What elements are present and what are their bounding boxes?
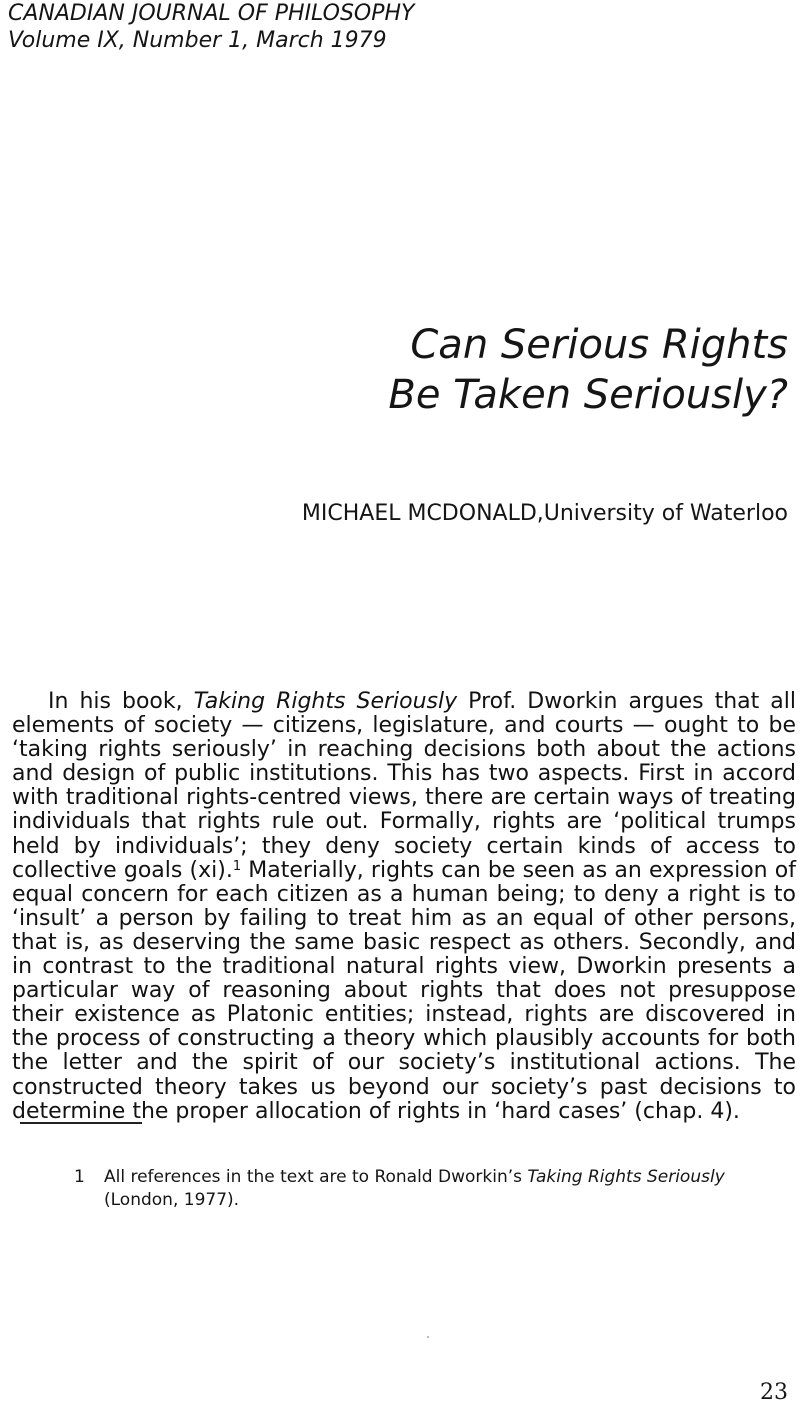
footnote-number: 1 <box>74 1167 85 1187</box>
paragraph-text: Materially, rights can be seen as an expression of equal concern for each citizen as a human being; to deny a right is to ‘insult’ a person by failing to treat him as an equal of other persons, that is, as deserving the same basic respect as others. Secondly, and in contrast to the traditional natural rights view, Dworkin presents a particular way of reasoning about rights that does not presuppose their existence as Platonic entities; instead, rights are discovered in the process of constructing a theory which plausibly accounts for both the letter and the spirit of our society’s institutional actions. The constructed theory takes us beyond our society’s past decisions to determine the proper allocation of rights in ‘hard cases’ (chap. 4). <box>12 857 796 1124</box>
paragraph-1 <box>12 690 796 1124</box>
article-title-line-1: Can Serious Rights <box>410 322 788 368</box>
paragraph-text: Prof. Dworkin argues that all elements of society — citizens, legislature, and courts — ought to be ‘taking rights seriously’ in reaching decisions both about the actions and design of public institutions. This has two aspects. First in accord with traditional rights-centred views, there are certain ways of treating individuals that rights rule out. Formally, rights are ‘political trumps held by individuals’; they deny society certain kinds of access to collective goals (xi). <box>12 689 797 883</box>
footnote-text-part: (London, 1977). <box>104 1190 240 1210</box>
body-text <box>12 690 796 1124</box>
author-affiliation: MICHAEL MCDONALD,University of Waterloo <box>301 501 788 526</box>
footnote-text <box>104 1166 796 1212</box>
paragraph-text: In his book, <box>48 689 194 714</box>
journal-volume: Volume IX, Number 1, March 1979 <box>8 28 387 53</box>
footnote-divider <box>20 1122 142 1124</box>
footnote-reference: 1 <box>232 858 242 874</box>
footnote-text-part: All references in the text are to Ronald Dworkin’s <box>104 1167 528 1187</box>
book-title: Taking Rights Seriously <box>193 689 458 714</box>
article-title-line-2: Be Taken Seriously? <box>388 372 788 418</box>
footnote-book-title: Taking Rights Seriously <box>527 1167 725 1187</box>
journal-name: CANADIAN JOURNAL OF PHILOSOPHY <box>8 1 415 26</box>
scan-speck <box>427 1336 429 1338</box>
article-title <box>188 320 788 420</box>
page-number: 23 <box>760 1380 788 1405</box>
journal-header <box>8 0 414 54</box>
